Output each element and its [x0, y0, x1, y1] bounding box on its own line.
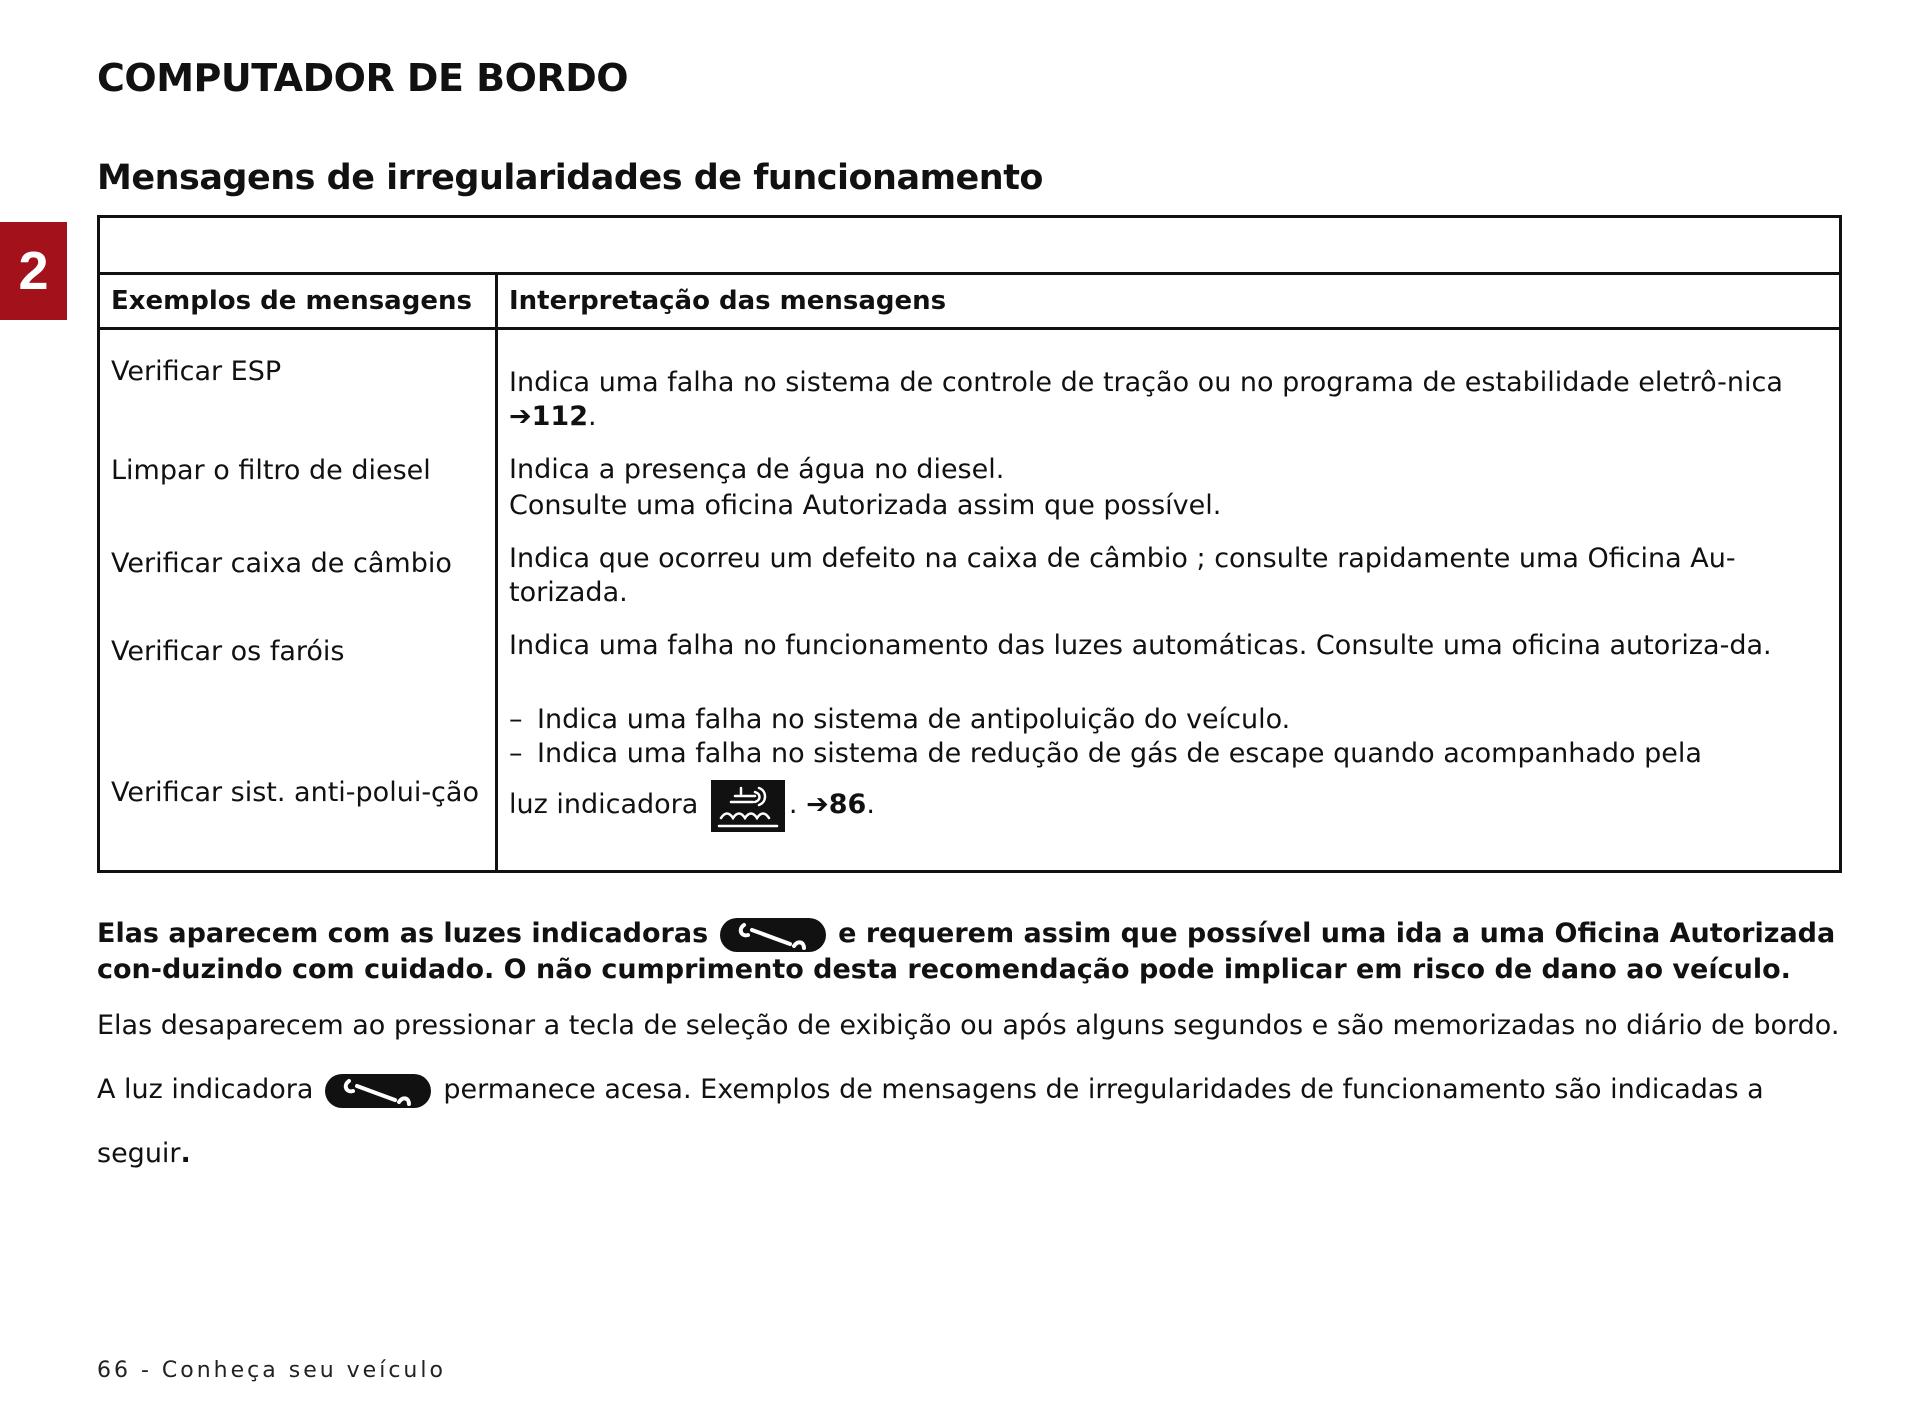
note-text: Elas aparecem com as luzes indicadoras [97, 918, 709, 949]
message-gearbox: Verificar caixa de câmbio [111, 548, 452, 579]
interpretation-gearbox: Indica que ocorreu um defeito na caixa de câmbio ; consulte rapidamente uma Oficina Au-torizada. [509, 543, 1736, 609]
bullet-item [509, 703, 1828, 737]
wrench-service-icon [325, 1074, 431, 1108]
note-text: permanece acesa. Exemplos de mensagens de irregularidades de funcionamento são indicadas a seguir [97, 1074, 1764, 1169]
bullet-item [509, 737, 1828, 771]
interpretation-text: Consulte uma oficina Autorizada assim que possível. [509, 490, 1222, 522]
wrench-service-icon [720, 918, 826, 952]
note-text: e requerem assim que possível uma ida a uma Oficina Autorizada con-duzindo com cuidado. O não cumprimento desta recomendação pode implicar em risco de dano ao veículo. [97, 918, 1836, 985]
message-antipollution: Verificar sist. anti-polui-ção [111, 777, 479, 808]
examples-cell [99, 329, 497, 872]
punctuation: . [180, 1138, 191, 1169]
interpretations-cell [497, 329, 1841, 872]
warning-note [97, 916, 1842, 1186]
page-footer: 66 - Conheça seu veículo [97, 1358, 446, 1383]
bullet-text: luz indicadora [509, 789, 699, 821]
subsection-title: Mensagens de irregularidades de funcionamento [97, 158, 1043, 198]
interpretation-diesel-filter [509, 453, 1828, 523]
interpretation-headlights: Indica uma falha no funcionamento das luzes automáticas. Consulte uma oficina autoriza-da. [509, 630, 1772, 662]
page-reference-link[interactable]: 86 [828, 789, 867, 821]
table-body-row [99, 329, 1841, 872]
punctuation: . [588, 401, 597, 433]
message-diesel-filter: Limpar o filtro de diesel [111, 454, 431, 486]
note-text: Elas desaparecem ao pressionar a tecla de seleção de exibição ou após alguns segundos e são memorizadas no diário de bordo. A luz indicadora [97, 1010, 1840, 1105]
punctuation: . [866, 789, 875, 821]
table-blank-row [99, 217, 1841, 274]
arrow-icon: ➔ [806, 789, 829, 821]
bullet-text: Indica uma falha no sistema de redução de gás de escape quando acompanhado pela [537, 738, 1702, 770]
dash: – [509, 738, 523, 770]
exhaust-gas-warning-icon [711, 780, 785, 832]
note-regular-text [97, 994, 1842, 1186]
bullet-continuation [509, 779, 1828, 832]
interpretation-esp [509, 366, 1828, 434]
col-header-interpretation: Interpretação das mensagens [497, 274, 1841, 329]
chapter-tab: 2 [0, 222, 67, 320]
message-headlights: Verificar os faróis [111, 636, 345, 667]
arrow-icon: ➔ [509, 401, 532, 433]
interpretation-text: Indica uma falha no sistema de controle de tração ou no programa de estabilidade eletrô-nica [509, 367, 1783, 399]
messages-table [97, 215, 1842, 873]
dash: – [509, 704, 523, 736]
punctuation: . [788, 789, 798, 821]
section-title: COMPUTADOR DE BORDO [97, 56, 629, 100]
interpretation-text: Indica a presença de água no diesel. [509, 454, 1005, 486]
note-bold-text [97, 916, 1842, 988]
page-reference-link[interactable]: 112 [531, 401, 588, 433]
bullet-text: Indica uma falha no sistema de antipoluição do veículo. [537, 704, 1291, 736]
table-header-row [99, 274, 1841, 329]
message-esp: Verificar ESP [111, 356, 282, 387]
interpretation-antipollution [509, 703, 1828, 832]
col-header-examples: Exemplos de mensagens [99, 274, 497, 329]
